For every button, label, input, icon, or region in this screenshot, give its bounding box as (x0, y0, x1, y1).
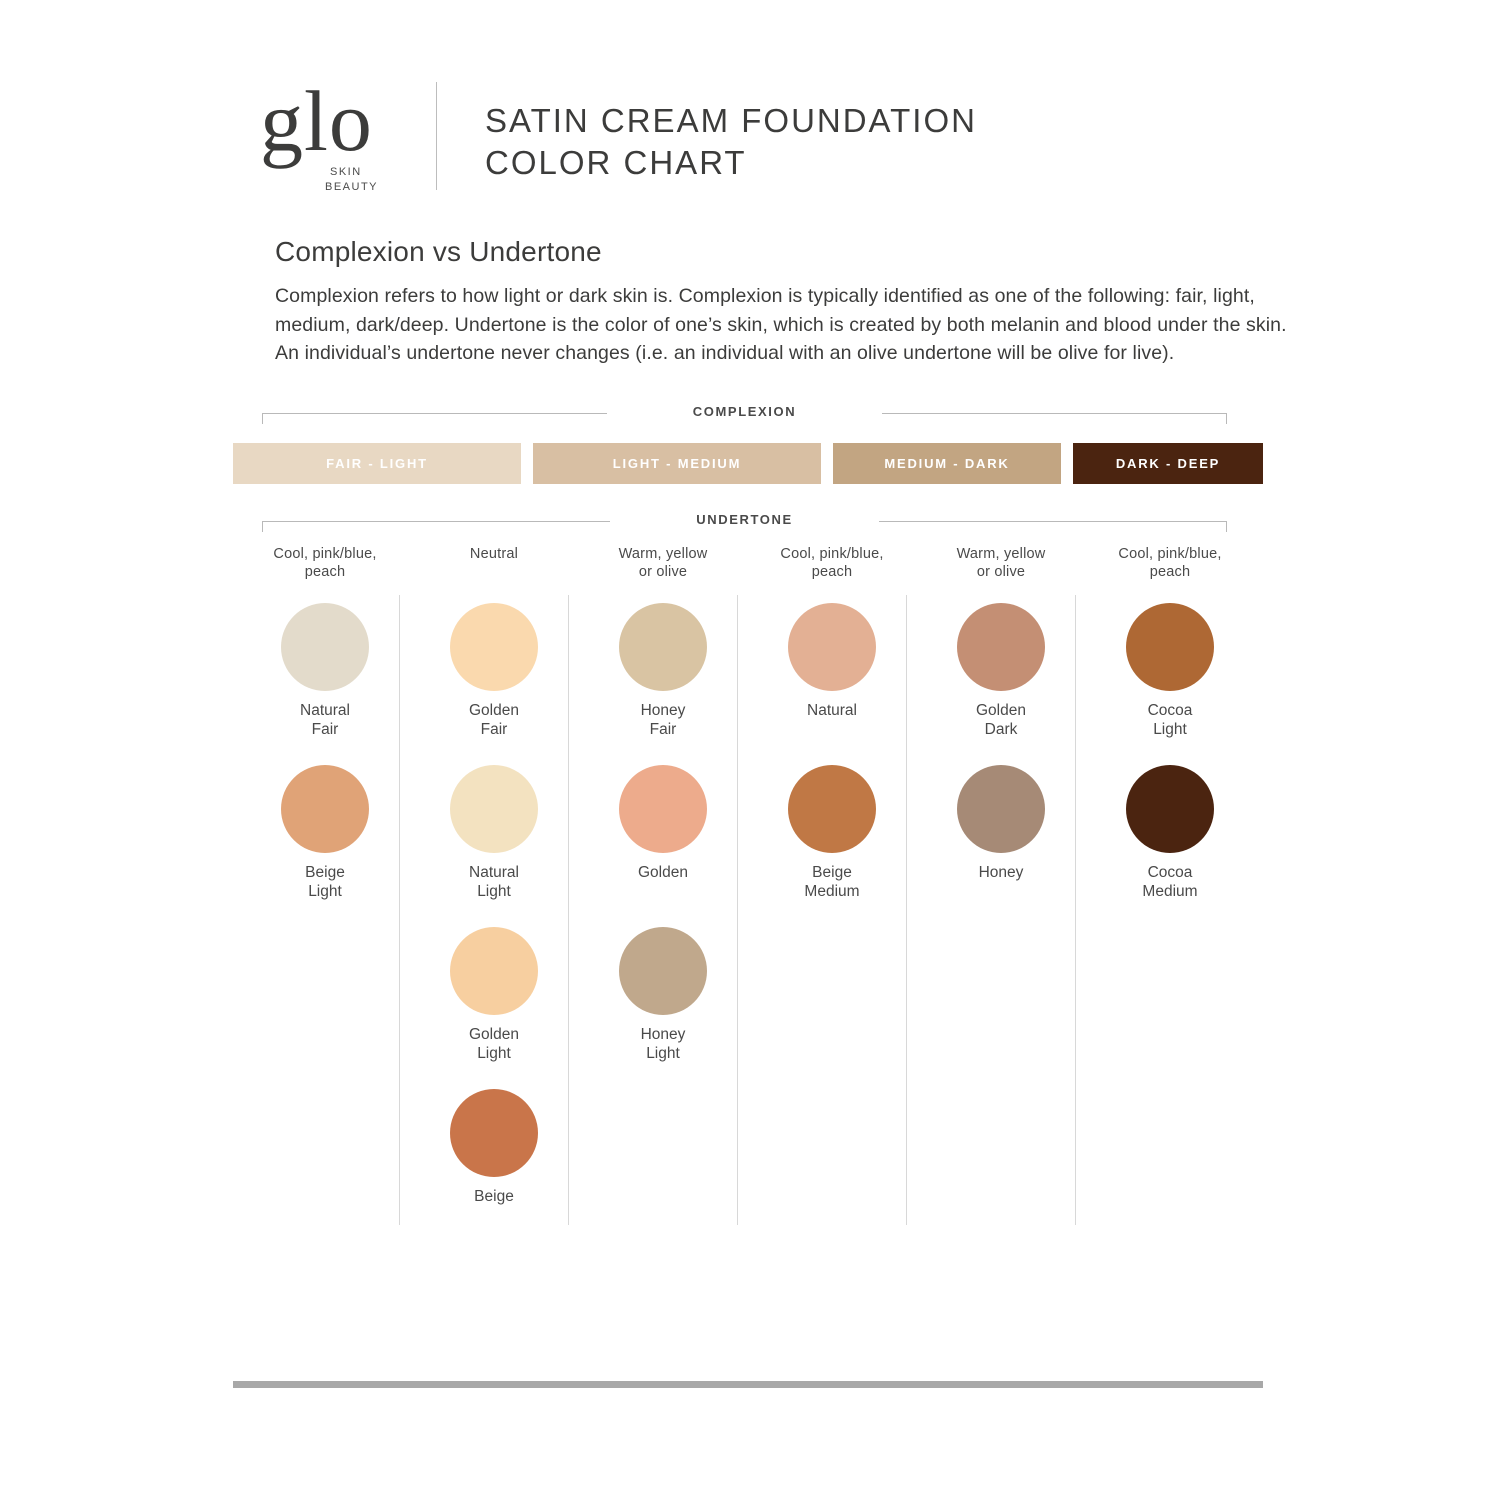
complexion-band-3 (833, 443, 1061, 484)
complexion-bracket (262, 400, 1227, 428)
complexion-band-row (233, 443, 1263, 484)
shade-label-line-1: Golden (638, 864, 688, 881)
shade-swatch[interactable] (450, 1089, 538, 1177)
shade-item[interactable] (579, 603, 747, 753)
shade-label-line-1: Beige (474, 1188, 514, 1205)
shade-swatch[interactable] (450, 765, 538, 853)
shade-label-line-1: Beige (305, 864, 345, 881)
shade-item[interactable] (410, 603, 578, 753)
shade-label-line-2: Medium (1142, 883, 1198, 900)
shade-swatch[interactable] (1126, 765, 1214, 853)
shade-swatch[interactable] (619, 603, 707, 691)
column-separator (568, 595, 569, 1225)
undertone-bracket (262, 508, 1227, 536)
shade-label-line-2: Light (477, 1045, 511, 1062)
shade-label-line-1: Honey (640, 702, 686, 719)
undertone-heading-line-2: or olive (638, 564, 688, 580)
shade-label-line-1: Cocoa (1147, 702, 1193, 719)
undertone-heading-line-1: Warm, yellow (956, 546, 1046, 562)
shade-item[interactable] (241, 603, 409, 753)
intro-section (275, 236, 1305, 368)
shade-item[interactable] (410, 765, 578, 915)
shade-label-line-2: Light (1153, 721, 1187, 738)
brand-logo-wordmark: glo (260, 73, 373, 169)
shade-swatch[interactable] (281, 603, 369, 691)
shade-label-line-1: Honey (978, 864, 1024, 881)
complexion-band-label: DARK - DEEP (1115, 456, 1221, 471)
undertone-bracket-label: UNDERTONE (696, 512, 793, 527)
shade-item[interactable] (241, 765, 409, 915)
shade-label (410, 1187, 578, 1206)
undertone-column-4 (748, 545, 916, 915)
shade-item[interactable] (410, 1089, 578, 1239)
shade-swatch[interactable] (450, 927, 538, 1015)
shade-swatch[interactable] (1126, 603, 1214, 691)
shade-label (579, 863, 747, 882)
column-separator (1075, 595, 1076, 1225)
shade-label-line-1: Golden (469, 1026, 519, 1043)
shade-label-line-1: Natural (469, 864, 519, 881)
column-separator (737, 595, 738, 1225)
brand-logo (252, 73, 412, 203)
shade-label (241, 701, 409, 739)
shade-swatch[interactable] (957, 603, 1045, 691)
undertone-column-heading (748, 545, 916, 591)
undertone-column-1 (241, 545, 409, 915)
shade-label (1086, 863, 1254, 901)
header-divider (436, 82, 437, 190)
brand-logo-sub-skin: SKIN (330, 166, 362, 178)
column-separator (906, 595, 907, 1225)
shade-item[interactable] (579, 765, 747, 915)
shade-label-line-2: Fair (649, 721, 677, 738)
shade-item[interactable] (748, 603, 916, 753)
undertone-heading-line-1: Neutral (469, 546, 519, 562)
shade-item[interactable] (748, 765, 916, 915)
undertone-column-6 (1086, 545, 1254, 915)
intro-heading: Complexion vs Undertone (275, 236, 602, 267)
shade-grid (233, 545, 1263, 1235)
undertone-column-heading (579, 545, 747, 591)
undertone-column-2 (410, 545, 578, 1239)
shade-label-line-2: Fair (311, 721, 339, 738)
column-separator (399, 595, 400, 1225)
shade-label-line-2: Light (477, 883, 511, 900)
shade-label-line-2: Light (308, 883, 342, 900)
undertone-column-heading (1086, 545, 1254, 591)
undertone-column-5 (917, 545, 1085, 915)
undertone-column-heading (410, 545, 578, 591)
shade-swatch[interactable] (957, 765, 1045, 853)
shade-label (917, 701, 1085, 739)
shade-label-line-2: Fair (480, 721, 508, 738)
undertone-column-3 (579, 545, 747, 1077)
shade-item[interactable] (1086, 765, 1254, 915)
shade-label-line-1: Golden (469, 702, 519, 719)
shade-label (1086, 701, 1254, 739)
shade-item[interactable] (917, 603, 1085, 753)
page-header (252, 73, 1262, 208)
shade-label-line-2: Medium (804, 883, 860, 900)
shade-label (917, 863, 1085, 882)
shade-label-line-1: Honey (640, 1026, 686, 1043)
undertone-heading-line-1: Warm, yellow (618, 546, 708, 562)
shade-swatch[interactable] (619, 927, 707, 1015)
shade-label-line-1: Natural (807, 702, 857, 719)
shade-label-line-1: Cocoa (1147, 864, 1193, 881)
shade-swatch[interactable] (281, 765, 369, 853)
complexion-band-label: FAIR - LIGHT (326, 456, 428, 471)
footer-rule (233, 1381, 1263, 1388)
undertone-heading-line-1: Cool, pink/blue, (273, 546, 377, 562)
shade-label-line-2: Dark (984, 721, 1018, 738)
undertone-heading-line-2: peach (1149, 564, 1191, 580)
shade-item[interactable] (1086, 603, 1254, 753)
shade-swatch[interactable] (788, 765, 876, 853)
shade-label (748, 863, 916, 901)
complexion-band-4 (1073, 443, 1263, 484)
brand-logo-sub-beauty: BEAUTY (325, 181, 379, 193)
undertone-heading-line-2: peach (811, 564, 853, 580)
undertone-heading-line-1: Cool, pink/blue, (1118, 546, 1222, 562)
undertone-heading-line-2: or olive (976, 564, 1026, 580)
shade-label (579, 701, 747, 739)
complexion-band-label: MEDIUM - DARK (884, 456, 1010, 471)
shade-label-line-1: Beige (812, 864, 852, 881)
shade-item[interactable] (579, 927, 747, 1077)
shade-label-line-1: Golden (976, 702, 1026, 719)
page-title-line-2: COLOR CHART (485, 144, 747, 181)
complexion-bracket-label: COMPLEXION (692, 404, 797, 419)
shade-label (241, 863, 409, 901)
shade-item[interactable] (410, 927, 578, 1077)
shade-label (410, 863, 578, 901)
shade-item[interactable] (917, 765, 1085, 915)
shade-label-line-2: Light (646, 1045, 680, 1062)
shade-label-line-1: Natural (300, 702, 350, 719)
undertone-heading-line-1: Cool, pink/blue, (780, 546, 884, 562)
shade-label (410, 701, 578, 739)
undertone-heading-line-2: peach (304, 564, 346, 580)
complexion-band-label: LIGHT - MEDIUM (612, 456, 742, 471)
shade-label (410, 1025, 578, 1063)
complexion-band-2 (533, 443, 821, 484)
page-title-line-1: SATIN CREAM FOUNDATION (485, 102, 977, 139)
undertone-column-heading (917, 545, 1085, 591)
page-title (485, 78, 977, 184)
shade-swatch[interactable] (450, 603, 538, 691)
shade-swatch[interactable] (619, 765, 707, 853)
shade-swatch[interactable] (788, 603, 876, 691)
undertone-column-heading (241, 545, 409, 591)
shade-label (748, 701, 916, 720)
complexion-band-1 (233, 443, 521, 484)
shade-label (579, 1025, 747, 1063)
intro-body: Complexion refers to how light or dark skin is. Complexion is typically identified as one of the following: fair, light, medium, dark/deep. Undertone is the color of one’s skin, which is created by both melanin and blood under the skin. An individual’s undertone never changes (i.e. an individual with an olive undertone will be olive for live). (275, 285, 1287, 364)
